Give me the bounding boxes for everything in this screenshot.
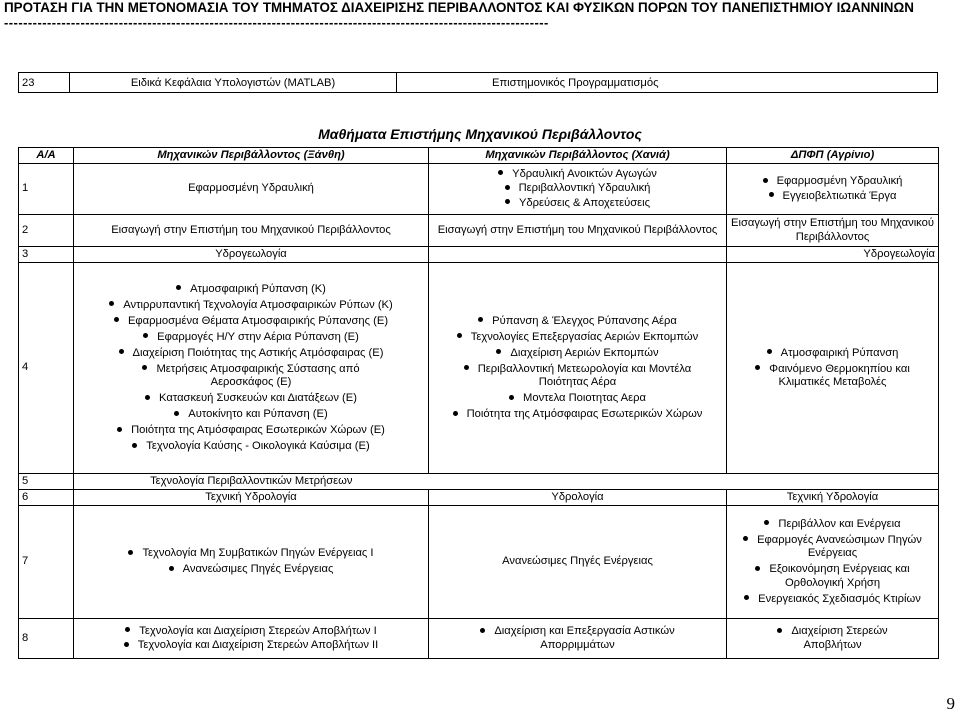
bullet-icon xyxy=(119,349,124,354)
title-underline-dashes: ------------------------------------------------------------------------------------------------------------------ xyxy=(4,15,549,30)
list-item: Εφαρμογές Ανανεώσιμων Πηγών Ενέργειας xyxy=(734,534,931,561)
list-item: Περιβαλλοντική Υδραυλική xyxy=(432,182,723,196)
bullet-icon xyxy=(117,427,122,432)
list-item: Τεχνολογία Μη Συμβατικών Πηγών Ενέργειας Ι xyxy=(77,547,425,561)
bullet-icon xyxy=(125,627,130,632)
course-list-cell xyxy=(727,263,939,474)
bullet-icon xyxy=(755,365,760,370)
list-item: Φαινόμενο Θερμοκηπίου και Κλιματικές Μεταβολές xyxy=(736,363,929,390)
list-item: Ατμοσφαιρική Ρύπανση (Κ) xyxy=(77,283,425,297)
list-item: Εφαρμογές Η/Υ στην Αέρια Ρύπανση (Ε) xyxy=(77,331,425,345)
empty-cell xyxy=(429,247,727,263)
course-cell: Υδρολογία xyxy=(429,490,727,506)
list-item: Τεχνολογία και Διαχείριση Στερεών Αποβλήτων Ι xyxy=(77,625,425,639)
table-row xyxy=(19,164,939,215)
page-number: 9 xyxy=(946,694,955,713)
table-row xyxy=(19,247,939,263)
continuation-table xyxy=(18,72,938,93)
course-cell: Τεχνολογία Περιβαλλοντικών Μετρήσεων xyxy=(74,474,429,490)
bullet-icon xyxy=(114,317,119,322)
list-item: Διαχείριση Ποιότητας της Αστικής Ατμόσφαιρας (Ε) xyxy=(77,347,425,361)
bullet-icon xyxy=(176,285,181,290)
bullet-icon xyxy=(132,443,137,448)
course-cell: Εισαγωγή στην Επιστήμη του Μηχανικού Περιβάλλοντος xyxy=(74,215,429,247)
course-cell: Ειδικά Κεφάλαια Υπολογιστών (MATLAB) xyxy=(70,73,397,93)
course-list-cell xyxy=(74,619,429,659)
course-cell: Επιστημονικός Προγραμματισμός xyxy=(397,73,938,93)
course-list-cell xyxy=(727,619,939,659)
course-cell: Τεχνική Υδρολογία xyxy=(727,490,939,506)
row-number: 6 xyxy=(19,490,74,506)
list-item: Ποιότητα της Ατμόσφαιρας Εσωτερικών Χώρων xyxy=(450,408,705,422)
list-item: Ποιότητα της Ατμόσφαιρας Εσωτερικών Χώρων (Ε) xyxy=(77,424,425,438)
bullet-icon xyxy=(457,333,462,338)
list-item: Ρύπανση & Έλεγχος Ρύπανσης Αέρα xyxy=(450,315,705,329)
list-item: Μετρήσεις Ατμοσφαιρικής Σύστασης από Αεροσκάφος (Ε) xyxy=(77,363,425,390)
table-row xyxy=(19,619,939,659)
bullet-icon xyxy=(480,628,485,633)
course-cell: Υδρογεωλογία xyxy=(74,247,429,263)
row-number: 1 xyxy=(19,164,74,215)
course-list-cell xyxy=(429,619,727,659)
course-list-cell xyxy=(429,263,727,474)
section-title: Μαθήματα Επιστήμης Μηχανικού Περιβάλλοντος xyxy=(318,126,642,142)
bullet-icon xyxy=(744,595,749,600)
course-cell: Εφαρμοσμένη Υδραυλική xyxy=(74,164,429,215)
course-list-cell xyxy=(74,506,429,619)
course-cell: Ανανεώσιμες Πηγές Ενέργειας xyxy=(429,506,727,619)
empty-cell xyxy=(727,474,939,490)
list-item: Τεχνολογία Καύσης - Οικολογικά Καύσιμα (Ε) xyxy=(77,440,425,454)
list-item: Εφαρμοσμένα Θέματα Ατμοσφαιρικής Ρύπανσης (Ε) xyxy=(77,315,425,329)
list-item: Τεχνολογίες Επεξεργασίας Αεριών Εκπομπών xyxy=(450,331,705,345)
bullet-icon xyxy=(767,349,772,354)
bullet-icon xyxy=(142,365,147,370)
bullet-icon xyxy=(763,178,768,183)
list-item: Εξοικονόμηση Ενέργειας και Ορθολογική Χρήση xyxy=(734,563,931,590)
list-item: Υδραυλική Ανοικτών Αγωγών xyxy=(432,168,723,182)
table-row xyxy=(19,215,939,247)
list-item: Διαχείριση Στερεών Αποβλήτων xyxy=(760,625,905,652)
header-aa: Α/Α xyxy=(19,148,74,164)
bullet-icon xyxy=(755,566,760,571)
bullet-icon xyxy=(145,395,150,400)
course-list-cell xyxy=(429,164,727,215)
course-cell: Υδρογεωλογία xyxy=(727,247,939,263)
course-list-cell xyxy=(727,164,939,215)
course-cell: Τεχνική Υδρολογία xyxy=(74,490,429,506)
course-cell: Εισαγωγή στην Επιστήμη του Μηχανικού Περιβάλλοντος xyxy=(429,215,727,247)
row-number: 7 xyxy=(19,506,74,619)
bullet-icon xyxy=(109,301,114,306)
list-item: Τεχνολογία και Διαχείριση Στερεών Αποβλήτων ΙΙ xyxy=(77,639,425,653)
row-number: 8 xyxy=(19,619,74,659)
bullet-icon xyxy=(174,411,179,416)
list-item: Ανανεώσιμες Πηγές Ενέργειας xyxy=(77,563,425,577)
table-row xyxy=(19,263,939,474)
list-item: Υδρεύσεις & Αποχετεύσεις xyxy=(432,197,723,211)
bullet-icon xyxy=(505,185,510,190)
course-list-cell xyxy=(74,263,429,474)
bullet-icon xyxy=(143,333,148,338)
list-item: Αντιρρυπαντική Τεχνολογία Ατμοσφαιρικών Ρύπων (Κ) xyxy=(77,299,425,313)
list-item: Διαχείριση Αεριών Εκπομπών xyxy=(450,347,705,361)
row-number: 5 xyxy=(19,474,74,490)
document-title: ΠΡΟΤΑΣΗ ΓΙΑ ΤΗΝ ΜΕΤΟΝΟΜΑΣΙΑ ΤΟΥ ΤΜΗΜΑΤΟΣ ΔΙΑΧΕΙΡΙΣΗΣ ΠΕΡΙΒΑΛΛΟΝΤΟΣ ΚΑΙ ΦΥΣΙΚΩΝ ΠΟΡΩΝ ΤΟΥ ΠΑΝΕΠΙΣΤΗΜΙΟΥ ΙΩΑΝΝΙΝΩΝ xyxy=(4,0,914,15)
bullet-icon xyxy=(453,411,458,416)
list-item: Αυτοκίνητο και Ρύπανση (Ε) xyxy=(77,408,425,422)
list-item: Περιβάλλον και Ενέργεια xyxy=(734,518,931,532)
bullet-icon xyxy=(498,170,503,175)
row-number: 23 xyxy=(19,73,70,93)
list-item: Περιβαλλοντική Μετεωρολογία και Μοντέλα Ποιότητας Αέρα xyxy=(450,363,705,390)
course-list-cell xyxy=(727,506,939,619)
row-number: 3 xyxy=(19,247,74,263)
bullet-icon xyxy=(169,566,174,571)
list-item: Κατασκευή Συσκευών και Διατάξεων (Ε) xyxy=(77,392,425,406)
bullet-icon xyxy=(505,199,510,204)
list-item: Διαχείριση και Επεξεργασία Αστικών Απορριμμάτων xyxy=(452,625,703,652)
row-number: 4 xyxy=(19,263,74,474)
list-item: Εγγειοβελτιωτικά Έργα xyxy=(730,190,935,204)
course-comparison-table xyxy=(18,147,939,659)
table-row xyxy=(19,474,939,490)
bullet-icon xyxy=(128,550,133,555)
list-item: Εφαρμοσμένη Υδραυλική xyxy=(730,175,935,189)
bullet-icon xyxy=(769,192,774,197)
bullet-icon xyxy=(743,536,748,541)
list-item: Μοντελα Ποιοτητας Αερα xyxy=(450,392,705,406)
table-row xyxy=(19,506,939,619)
header-xanthi: Μηχανικών Περιβάλλοντος (Ξάνθη) xyxy=(74,148,429,164)
empty-cell xyxy=(429,474,727,490)
header-agrinio: ΔΠΦΠ (Αγρίνιο) xyxy=(727,148,939,164)
list-item: Ατμοσφαιρική Ρύπανση xyxy=(736,347,929,361)
bullet-icon xyxy=(777,628,782,633)
table-row xyxy=(19,73,938,93)
list-item: Ενεργειακός Σχεδιασμός Κτιρίων xyxy=(734,593,931,607)
row-number: 2 xyxy=(19,215,74,247)
header-chania: Μηχανικών Περιβάλλοντος (Χανιά) xyxy=(429,148,727,164)
bullet-icon xyxy=(764,520,769,525)
course-cell: Εισαγωγή στην Επιστήμη του Μηχανικού Περιβάλλοντος xyxy=(727,215,939,247)
bullet-icon xyxy=(496,349,501,354)
bullet-icon xyxy=(464,365,469,370)
table-header-row xyxy=(19,148,939,164)
bullet-icon xyxy=(509,395,514,400)
bullet-icon xyxy=(124,642,129,647)
bullet-icon xyxy=(478,317,483,322)
table-row xyxy=(19,490,939,506)
